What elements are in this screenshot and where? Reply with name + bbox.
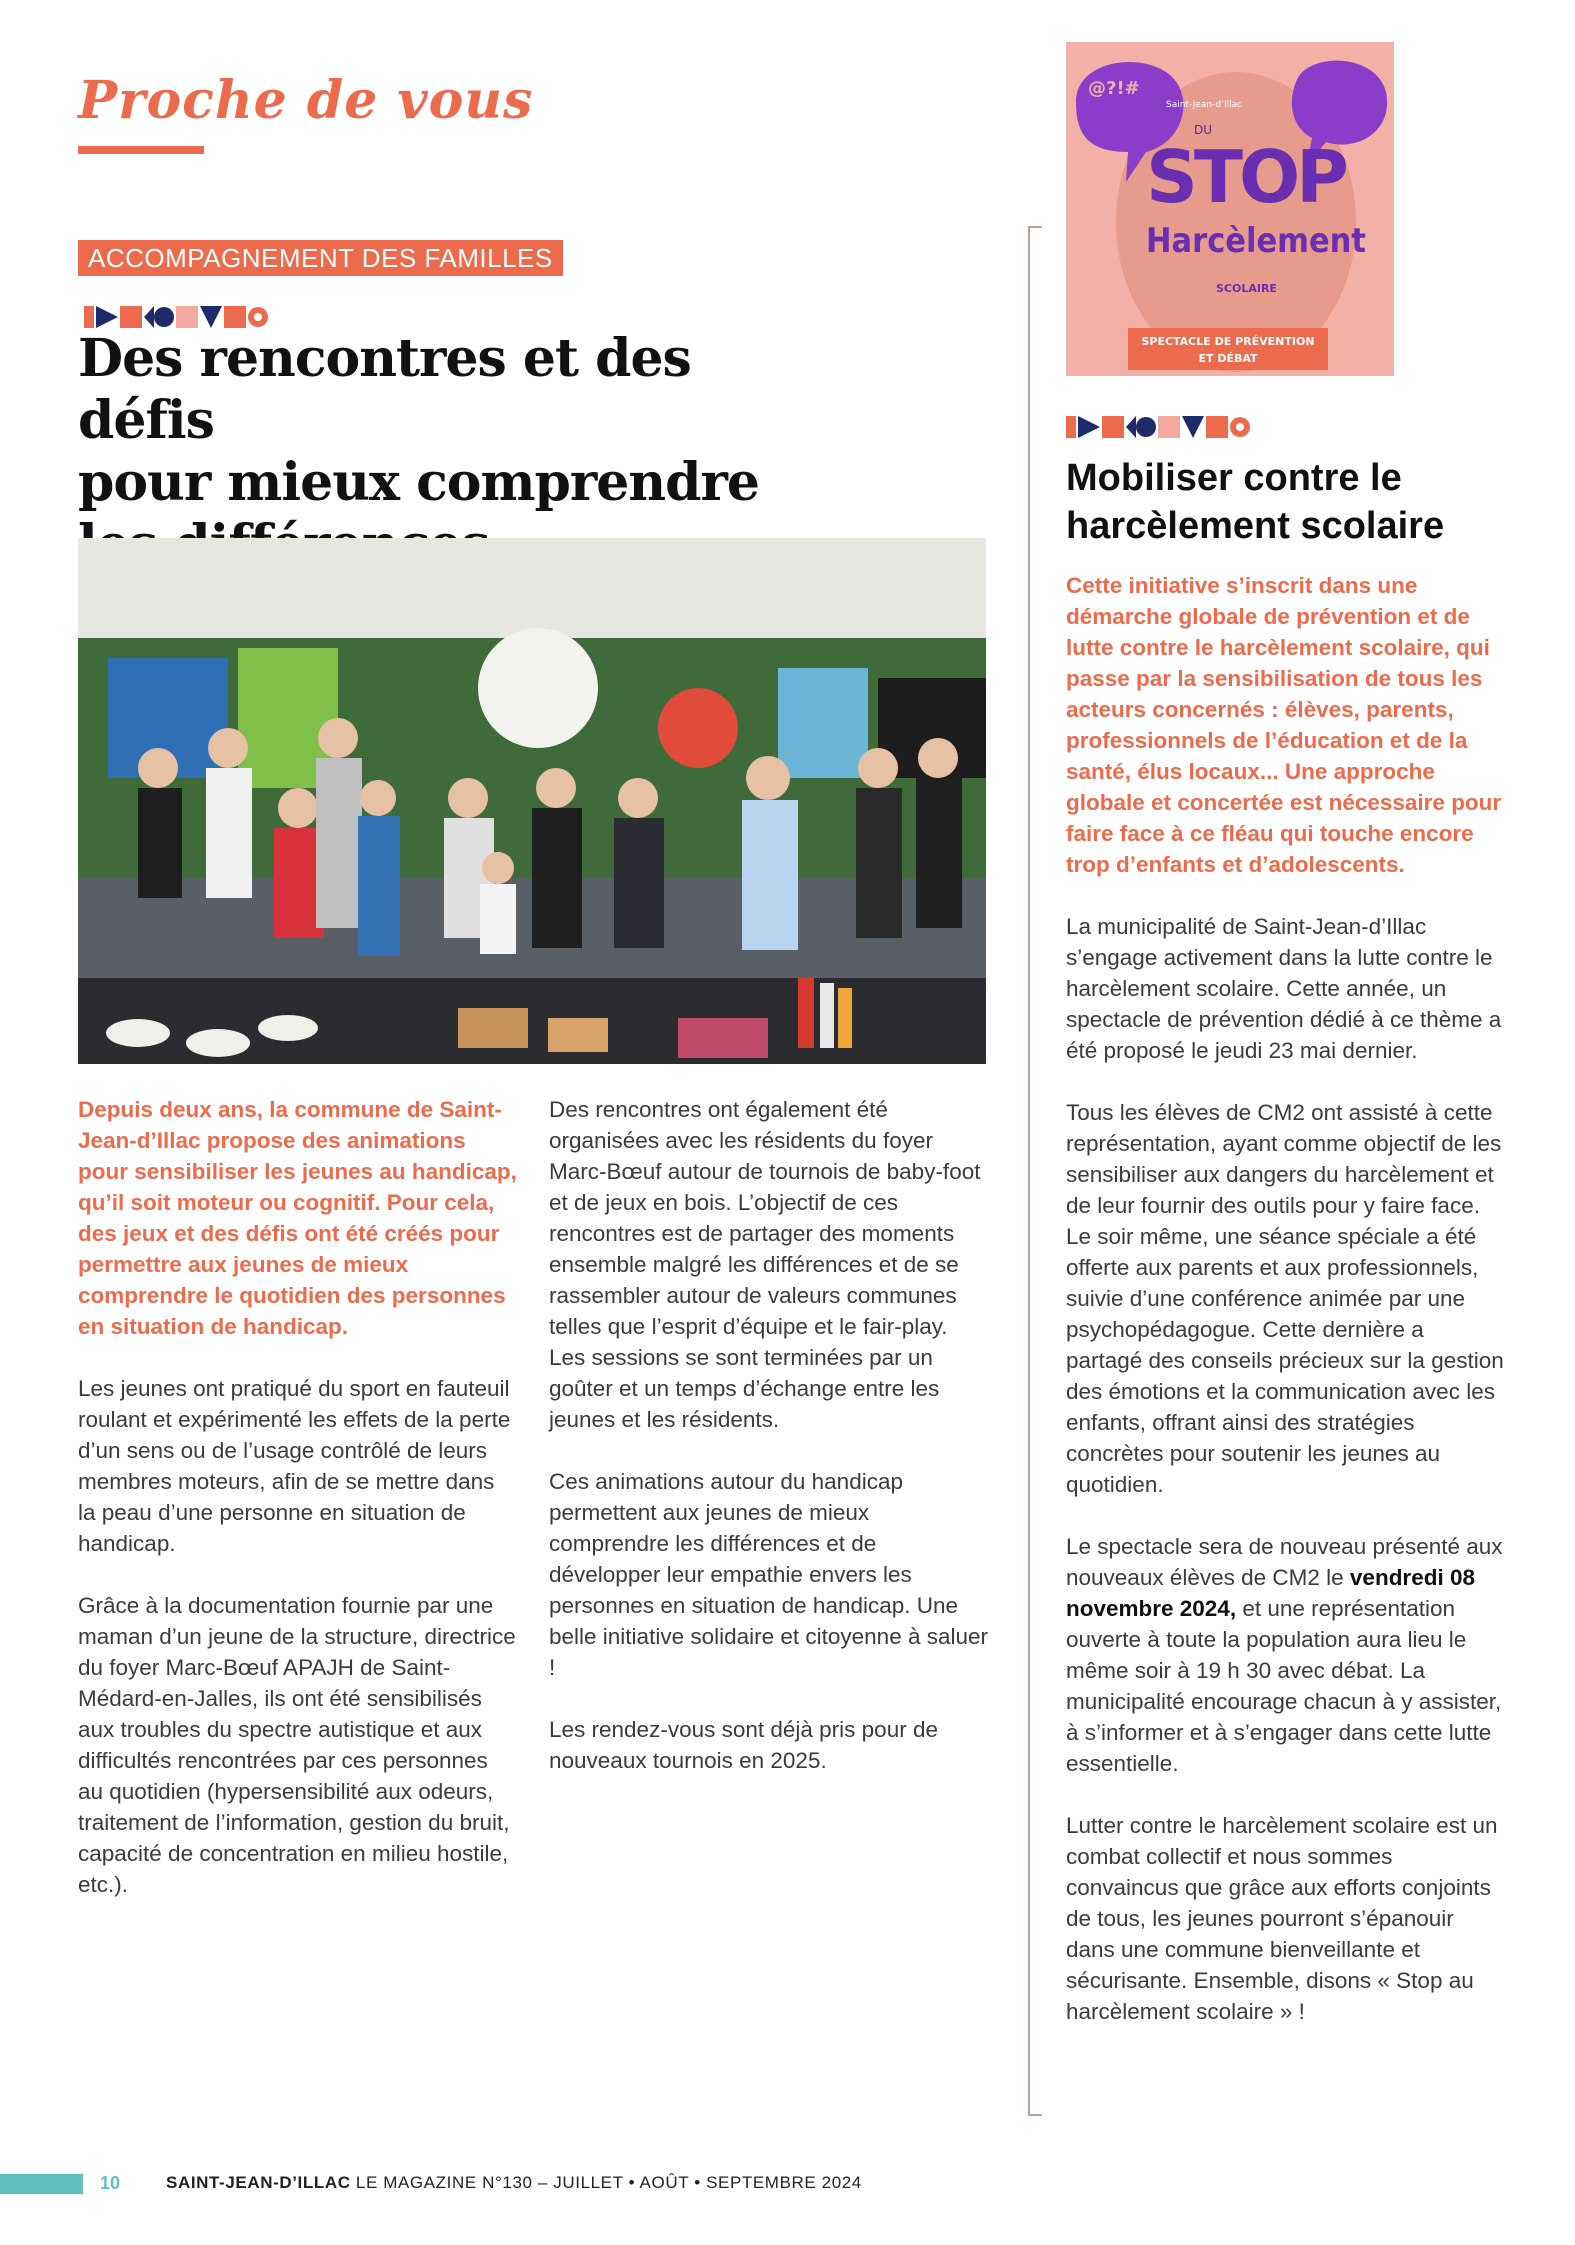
event-date: vendredi 08 novembre 2024, [1066,1565,1475,1621]
headline-line: Des rencontres et des défis [78,328,691,451]
side-lead-paragraph: Cette initiative s’inscrit dans une démarche globale de prévention et de lutte contre le harcèlement scolaire, qui passe par la sensibilisation de tous les acteurs concernés : élèves, parents, professionnels de l’éducation et de la santé, élus locaux... Une approche globale et concertée est nécessaire pour faire face à ce fléau qui touche encore trop d’enfants et d’adolescents. [1066,573,1502,877]
article-column-3 [1066,570,1506,2058]
section-title: Proche de vous [78,70,534,131]
article-column-2 [549,1094,989,1807]
headline-line: pour mieux comprendre [78,452,759,513]
speech-left-text: @?!# [1088,78,1140,99]
speech-small-text: Saint-Jean-d’Illac [1166,100,1243,110]
text-run: Le spectacle sera de nouveau présenté aux nouveaux élèves de CM2 le [1066,1534,1503,1590]
article-column-1 [78,1094,518,1931]
footer-publication [166,2173,862,2193]
decorative-shapes-icon [1066,414,1256,440]
lead-paragraph: Depuis deux ans, la commune de Saint-Jean-d’Illac propose des animations pour sensibiliser les jeunes au handicap, qu’il soit moteur ou cognitif. Pour cela, des jeux et des défis ont été créés pour permettre aux jeunes de mieux comprendre le quotidien des personnes en situation de handicap. [78,1097,517,1339]
stop-harcelement-poster [1066,42,1394,376]
footer-accent-bar [0,2174,83,2194]
footer-brand: SAINT-JEAN-D’ILLAC [166,2173,351,2192]
side-headline-line: Mobiliser contre le [1066,457,1402,499]
side-headline-line: harcèlement scolaire [1066,505,1445,547]
body-paragraph: La municipalité de Saint-Jean-d’Illac s’engage activement dans la lutte contre le harcèlement scolaire. Cette année, un spectacle de prévention dédié à ce thème a été proposé le jeudi 23 mai dernier. [1066,914,1502,1063]
section-underline [78,146,204,154]
body-paragraph: Ces animations autour du handicap permettent aux jeunes de mieux comprendre les différences et de développer leur empathie envers les personnes en situation de handicap. Une belle initiative solidaire et citoyenne à saluer ! [549,1469,989,1680]
text-run: et une représentation ouverte à toute la population aura lieu le même soir à 19 h 30 avec débat. La municipalité encourage chacun à y assister, à s’informer et à s’engager dans cette lutte essentielle. [1066,1596,1502,1776]
side-headline [1066,454,1486,550]
poster-caption-1: SPECTACLE DE PRÉVENTION [1141,335,1315,348]
sidebar-bracket-bottom [1028,2114,1042,2116]
poster-caption-2: ET DÉBAT [1198,352,1258,365]
decorative-shapes-icon [84,304,274,330]
poster-word: Harcèlement [1146,221,1366,261]
sidebar-bracket-top [1028,226,1042,228]
footer-issue: LE MAGAZINE N°130 – JUILLET • AOÛT • SEPTEMBRE 2024 [350,2173,862,2192]
poster-line-top: DU [1194,123,1213,137]
body-paragraph: Les jeunes ont pratiqué du sport en fauteuil roulant et expérimenté les effets de la perte d’un sens ou de l’usage contrôlé de leurs membres moteurs, afin de se mettre dans la peau d’une personne en situation de handicap. [78,1376,511,1556]
body-paragraph: Les rendez-vous sont déjà pris pour de nouveaux tournois en 2025. [549,1717,938,1773]
group-photo [78,538,986,1064]
poster-suffix: SCOLAIRE [1216,282,1277,295]
body-paragraph: Tous les élèves de CM2 ont assisté à cette représentation, ayant comme objectif de les sensibiliser aux dangers du harcèlement et de leur fournir des outils pour y faire face. Le soir même, une séance spéciale a été offerte aux parents et aux professionnels, suivie d’une conférence animée par une psychopédagogue. Cette dernière a partagé des conseils précieux sur la gestion des émotions et la communication avec les enfants, offrant ainsi des stratégies concrètes pour soutenir les jeunes au quotidien. [1066,1100,1504,1497]
body-paragraph: Des rencontres ont également été organisées avec les résidents du foyer Marc-Bœuf autour de tournois de baby-foot et de jeux en bois. L’objectif de ces rencontres est de partager des moments ensemble malgré les différences et de se rassembler autour de valeurs communes telles que l’esprit d’équipe et le fair-play. Les sessions se sont terminées par un goûter et un temps d’échange entre les jeunes et les résidents. [549,1097,981,1432]
category-badge: ACCOMPAGNEMENT DES FAMILLES [78,240,563,276]
body-paragraph: Lutter contre le harcèlement scolaire est un combat collectif et nous sommes convaincus que grâce aux efforts conjoints de tous, les jeunes pourront s’épanouir dans une commune bienveillante et sécurisante. Ensemble, disons « Stop au harcèlement scolaire » ! [1066,1813,1498,2024]
body-paragraph: Grâce à la documentation fournie par une maman d’un jeune de la structure, directrice du foyer Marc-Bœuf APAJH de Saint-Médard-en-Jalles, ils ont été sensibilisés aux troubles du spectre autistique et aux difficultés rencontrées par ces personnes au quotidien (hypersensibilité aux odeurs, traitement de l’information, gestion du bruit, capacité de concentration en milieu hostile, etc.). [78,1593,516,1897]
page-number: 10 [100,2173,121,2193]
body-paragraph [1066,1531,1506,1779]
sidebar-bracket [1028,226,1030,2116]
poster-stop: STOP [1146,135,1345,219]
